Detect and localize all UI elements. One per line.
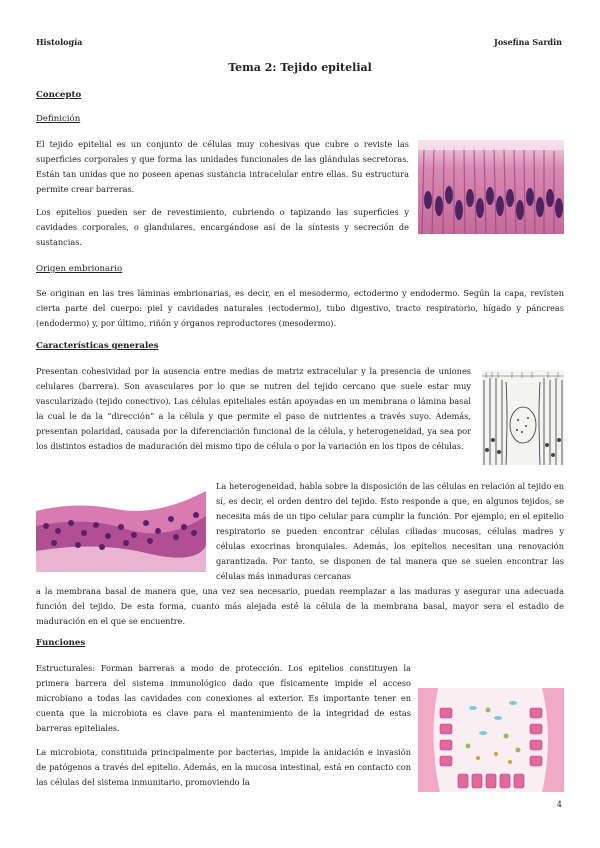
page-title: Tema 2: Tejido epitelial (228, 61, 372, 74)
section-heading-concepto: Concepto (36, 90, 82, 100)
paragraph-definition-1: El tejido epitelial es un conjunto de células muy cohesivas que cubre o reviste las superficies corporales y que forma las unidades funcionales de las glándulas secretoras. Están tan unidas que no poseen apenas sustancia intracelular entre ellas. Su estructura permite crear barreras. (36, 139, 409, 194)
section-heading-caracteristicas: Características generales (36, 341, 159, 351)
subheading-origen: Origen embrionario (36, 264, 123, 274)
intestinal-barrier-diagram (418, 688, 564, 792)
paragraph-caracteristicas-1: Presentan cohesividad por la ausencia entre medias de matriz extracelular y la presencia de uniones celulares (barrera). Son avasculares por lo que se nutren del tejido cercano que suele estar muy vascularizado (tejido conectivo). Las células epiteliales están apoyadas en un membrana o lámina basal la cual le da la “dirección” a la célula y que permite el paso de nutrientes a través suyo. Además, presentan polaridad, causada por la diferenciación funcional de la célula, y heterogeneidad, ya sea por los distintos estadios de maduración del mismo tipo de célula o por la variación en los tipos de células. (36, 366, 471, 451)
paragraph-caracteristicas-2a: La heterogeneidad, habla sobre la disposición de las células en relación al tejido en sí, es decir, el orden dentro del tejido. Esto responde a que, en algunos tejidos, se necesita más de un tipo celular para cumplir la función. Por ejemplo, en el epitelio respiratorio se pueden encontrar células ciliadas mucosas, células madres y células exocrinas bronquiales. Además, los epitelios necesitan una renovación garantizada. Por tanto, se disponen de tal manera que se suelen encontrar las células más inmaduras cercanas (216, 481, 564, 581)
stratified-epithelium-image (36, 481, 206, 572)
paragraph-funciones-2: La microbiota, constituida principalmente por bacterias, impide la anidación e invasión de patógenos a través del epitelio. Además, en la mucosa intestinal, está en contacto con las células del sistema inmunitario, promoviendo la (36, 747, 411, 787)
paragraph-funciones-1: Estructurales: Forman barreras a modo de protección. Los epitelios constituyen la primera barrera del sistema inmunológico dado que físicamente impide el acceso microbiano a todas las cavidades con conexiones al exterior. Es importante tener en cuenta que la microbiota es clave para el mantenimiento de la integridad de estas barreras epiteliales. (36, 663, 411, 733)
paragraph-definition-2: Los epitelios pueden ser de revestimiento, cubriendo o tapizando las superficies y cavidades corporales, o glandulares, encargándose así de la síntesis y secreción de sustancias. (36, 207, 409, 247)
subheading-definicion: Definición (36, 114, 81, 124)
page-number: 4 (556, 800, 562, 809)
epithelial-cell-drawing (482, 370, 564, 465)
header-left: Histología (36, 37, 83, 47)
header-right: Josefina Sardin (494, 37, 562, 47)
section-heading-funciones: Funciones (36, 638, 86, 648)
paragraph-caracteristicas-2b: a la membrana basal de manera que, una vez sea necesario, puedan reemplazar a las maduras y asegurar una adecuada función del tejido. De esta forma, cuanto más alejada esté la célula de la membrana basal, mayor sera el estadio de maduración en el que se encuentre. (36, 586, 564, 626)
columnar-epithelium-image (418, 140, 564, 234)
paragraph-origen: Se originan en las tres láminas embrionarias, es decir, en el mesodermo, ectodermo y endodermo. Según la capa, revisten cierta parte del cuerpo: piel y cavidades naturales (ectodermo), tubo digestivo, tracto respiratorio, hígado y páncreas (endodermo) y, por último, riñón y órganos reproductores (mesodermo). (36, 288, 564, 328)
